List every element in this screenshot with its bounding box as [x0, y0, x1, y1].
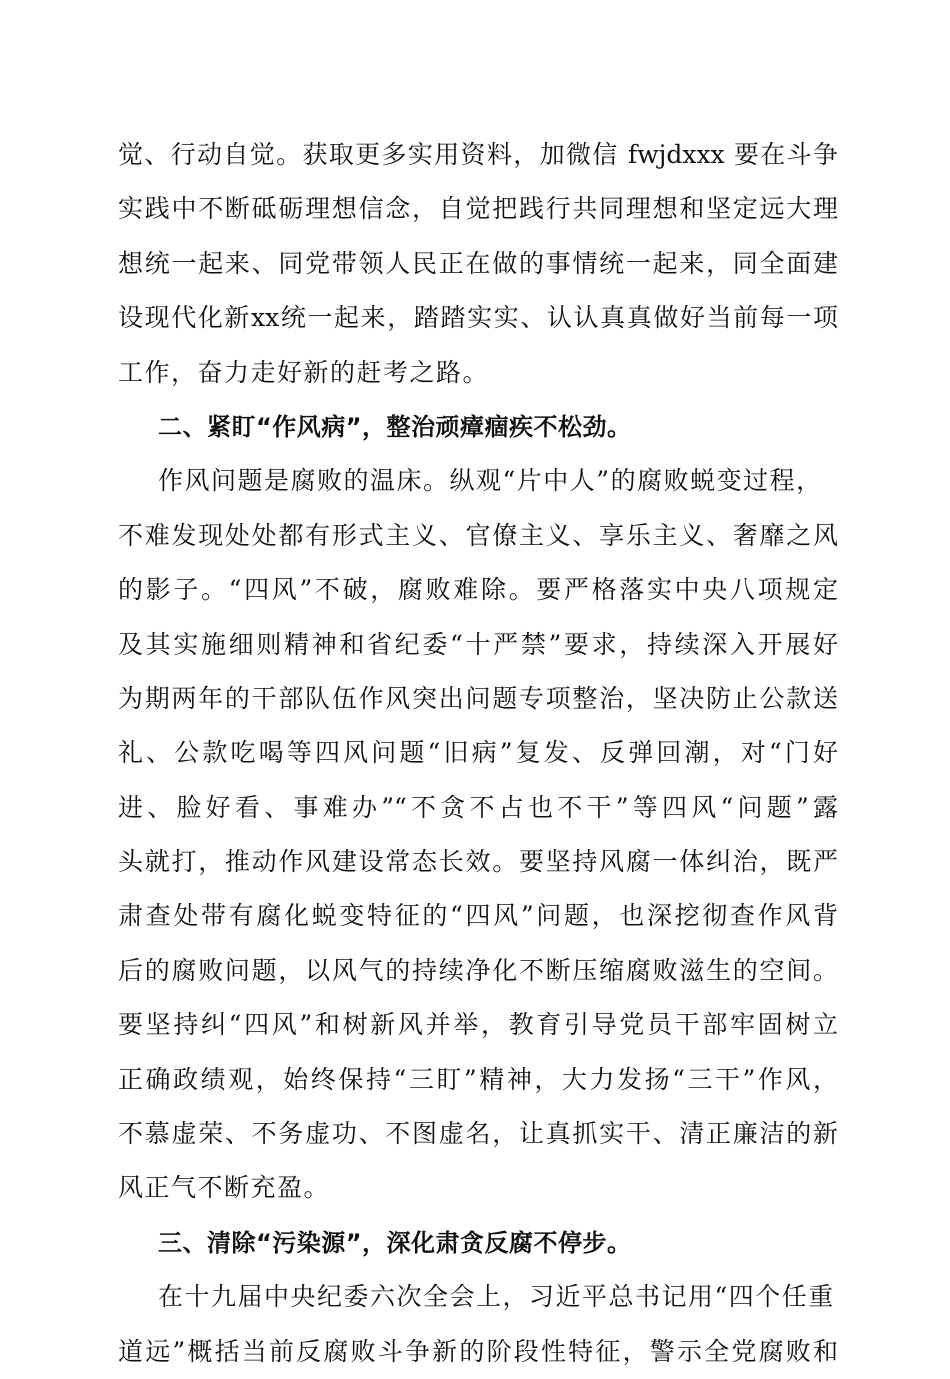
- text-line: 肃查处带有腐化蜕变特征的“四风”问题，也深挖彻查作风背: [118, 901, 838, 931]
- text-line: 作风问题是腐败的温床。纵观“片中人”的腐败蜕变过程，: [158, 466, 823, 496]
- text-line: 后的腐败问题，以风气的持续净化不断压缩腐败滋生的空间。: [118, 955, 838, 985]
- text-line: 不难发现处处都有形式主义、官僚主义、享乐主义、奢靡之风: [118, 520, 838, 550]
- text-line: 及其实施细则精神和省纪委“十严禁”要求，持续深入开展好: [118, 629, 838, 659]
- document-page: [118, 128, 838, 1379]
- text-line: 道远”概括当前反腐败斗争新的阶段性特征，警示全党腐败和: [118, 1336, 838, 1366]
- text-line: 正确政绩观，始终保持“三盯”精神，大力发扬“三干”作风，: [118, 1064, 838, 1094]
- text-line: 的影子。“四风”不破，腐败难除。要严格落实中央八项规定: [118, 575, 838, 605]
- text-line: 头就打，推动作风建设常态长效。要坚持风腐一体纠治，既严: [118, 847, 838, 877]
- text-line: 实践中不断砥砺理想信念，自觉把践行共同理想和坚定远大理: [118, 194, 838, 224]
- text-line: 工作，奋力走好新的赶考之路。: [118, 357, 490, 387]
- text-line: 进、脸好看、事难办”“不贪不占也不干”等四风“问题”露: [118, 792, 838, 822]
- text-line: 觉、行动自觉。获取更多实用资料，加微信 fwjdxxx 要在斗争: [118, 140, 838, 169]
- text-line: 设现代化新xx统一起来，踏踏实实、认认真真做好当前每一项: [118, 303, 838, 333]
- section-heading-2: 二、紧盯“作风病”，整治顽瘴痼疾不松劲。: [158, 412, 632, 441]
- text-line: 要坚持纠“四风”和树新风并举，教育引导党员干部牢固树立: [118, 1010, 838, 1040]
- text-line: 为期两年的干部队伍作风突出问题专项整治，坚决防止公款送: [118, 683, 838, 713]
- text-line: 礼、公款吃喝等四风问题“旧病”复发、反弹回潮，对“门好: [118, 738, 838, 768]
- text-line: 不慕虚荣、不务虚功、不图虚名，让真抓实干、清正廉洁的新: [118, 1119, 838, 1149]
- text-line: 在十九届中央纪委六次全会上，习近平总书记用“四个任重: [158, 1282, 835, 1312]
- text-line: 风正气不断充盈。: [118, 1173, 331, 1203]
- section-heading-3: 三、清除“污染源”，深化肃贪反腐不停步。: [158, 1228, 632, 1257]
- text-line: 想统一起来、同党带领人民正在做的事情统一起来，同全面建: [118, 248, 838, 278]
